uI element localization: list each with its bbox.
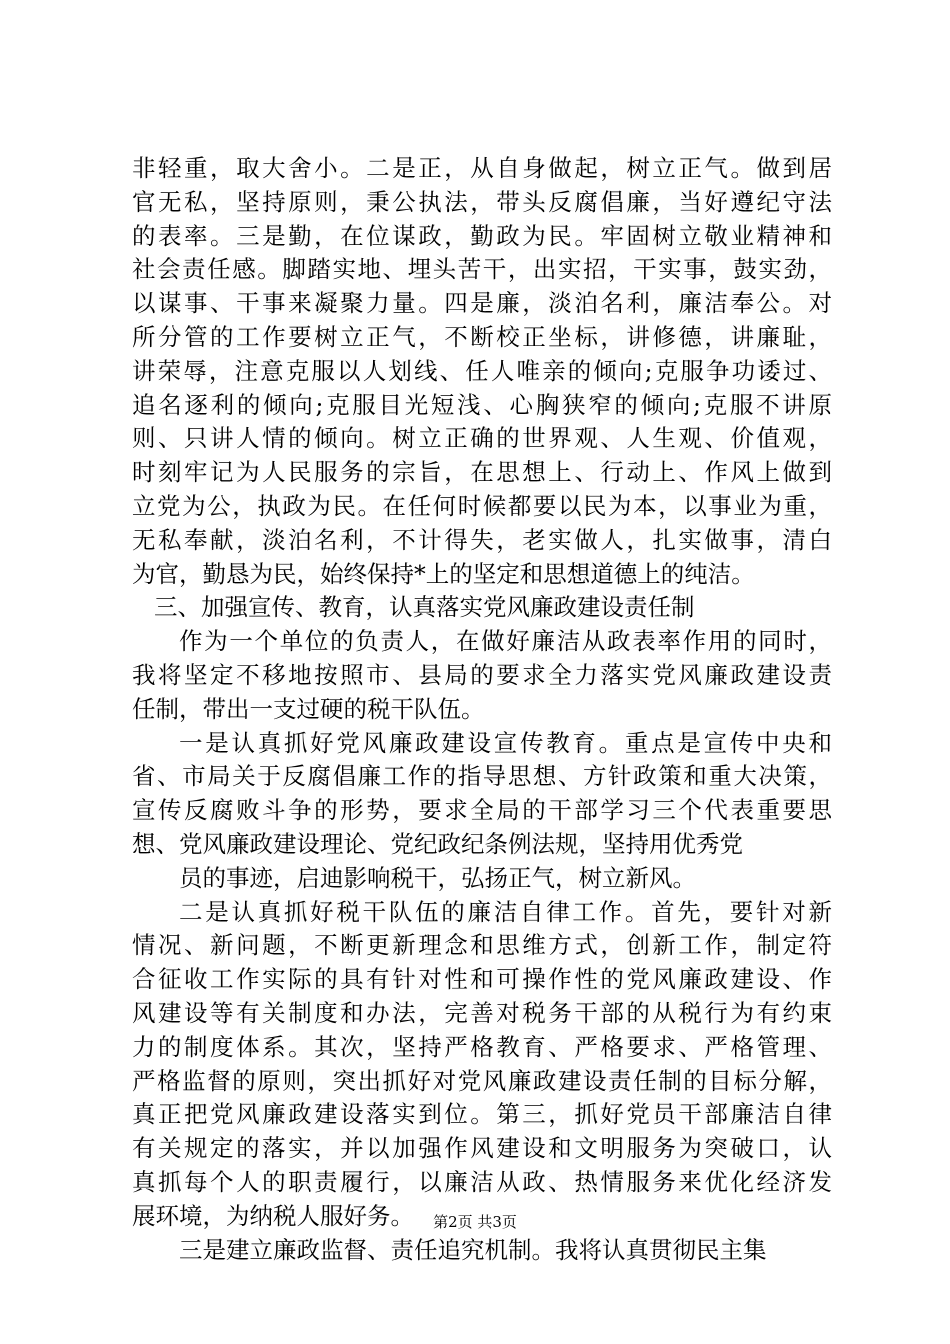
text-line: 任制，带出一支过硬的税干队伍。 [132, 694, 485, 723]
text-line: 时刻牢记为人民服务的宗旨，在思想上、行动上、作风上做到 [132, 458, 832, 487]
text-line: 真抓每个人的职责履行，以廉洁从政、热情服务来优化经济发 [132, 1167, 832, 1196]
text-line: 讲荣辱，注意克服以人划线、任人唯亲的倾向;克服争功诿过、 [132, 356, 832, 385]
text-line: 展环境，为纳税人服好务。 [132, 1201, 414, 1230]
text-line: 所分管的工作要树立正气，不断校正坐标，讲修德，讲廉耻， [132, 322, 832, 351]
text-line: 员的事迹，启迪影响税干，弘扬正气，树立新风。 [179, 863, 696, 892]
text-line: 官无私，坚持原则，秉公执法，带头反腐倡廉，当好遵纪守法 [132, 187, 832, 216]
text-line: 的表率。三是勤，在位谋政，勤政为民。牢固树立敬业精神和 [132, 221, 832, 250]
text-line: 想、党风廉政建设理论、党纪政纪条例法规，坚持用优秀党 [132, 829, 743, 858]
text-line: 有关规定的落实，并以加强作风建设和文明服务为突破口，认 [132, 1134, 832, 1163]
text-line: 社会责任感。脚踏实地、埋头苦干，出实招，干实事，鼓实劲， [132, 255, 832, 284]
text-line: 一是认真抓好党风廉政建设宣传教育。重点是宣传中央和 [179, 728, 832, 757]
page-footer: 第2页 共3页 [433, 1213, 517, 1231]
text-line: 以谋事、干事来凝聚力量。四是廉，淡泊名利，廉洁奉公。对 [132, 289, 832, 318]
text-line: 合征收工作实际的具有针对性和可操作性的党风廉政建设、作 [132, 965, 832, 994]
text-line: 追名逐利的倾向;克服目光短浅、心胸狭窄的倾向;克服不讲原 [132, 390, 832, 419]
text-line: 立党为公，执政为民。在任何时候都要以民为本，以事业为重， [132, 491, 832, 520]
text-line: 三是建立廉政监督、责任追究机制。我将认真贯彻民主集 [179, 1235, 767, 1264]
text-line: 无私奉献，淡泊名利，不计得失，老实做人，扎实做事，清白 [132, 525, 832, 554]
text-line: 情况、新问题，不断更新理念和思维方式，创新工作，制定符 [132, 931, 832, 960]
section-heading: 三、加强宣传、教育，认真落实党风廉政建设责任制 [154, 593, 695, 622]
text-line: 严格监督的原则，突出抓好对党风廉政建设责任制的目标分解， [132, 1066, 832, 1095]
text-line: 二是认真抓好税干队伍的廉洁自律工作。首先，要针对新 [179, 897, 832, 926]
text-line: 力的制度体系。其次，坚持严格教育、严格要求、严格管理、 [132, 1032, 832, 1061]
body-text [132, 152, 832, 1267]
text-line: 省、市局关于反腐倡廉工作的指导思想、方针政策和重大决策， [132, 762, 832, 791]
text-line: 风建设等有关制度和办法，完善对税务干部的从税行为有约束 [132, 998, 832, 1027]
text-line: 为官，勤恳为民，始终保持*上的坚定和思想道德上的纯洁。 [132, 559, 755, 588]
text-line: 作为一个单位的负责人，在做好廉洁从政表率作用的同时， [179, 627, 832, 656]
text-line: 我将坚定不移地按照市、县局的要求全力落实党风廉政建设责 [132, 660, 832, 689]
text-line: 宣传反腐败斗争的形势，要求全局的干部学习三个代表重要思 [132, 796, 832, 825]
text-line: 真正把党风廉政建设落实到位。第三，抓好党员干部廉洁自律 [132, 1100, 832, 1129]
text-line: 非轻重，取大舍小。二是正，从自身做起，树立正气。做到居 [132, 154, 832, 182]
text-line: 则、只讲人情的倾向。树立正确的世界观、人生观、价值观， [132, 424, 832, 453]
